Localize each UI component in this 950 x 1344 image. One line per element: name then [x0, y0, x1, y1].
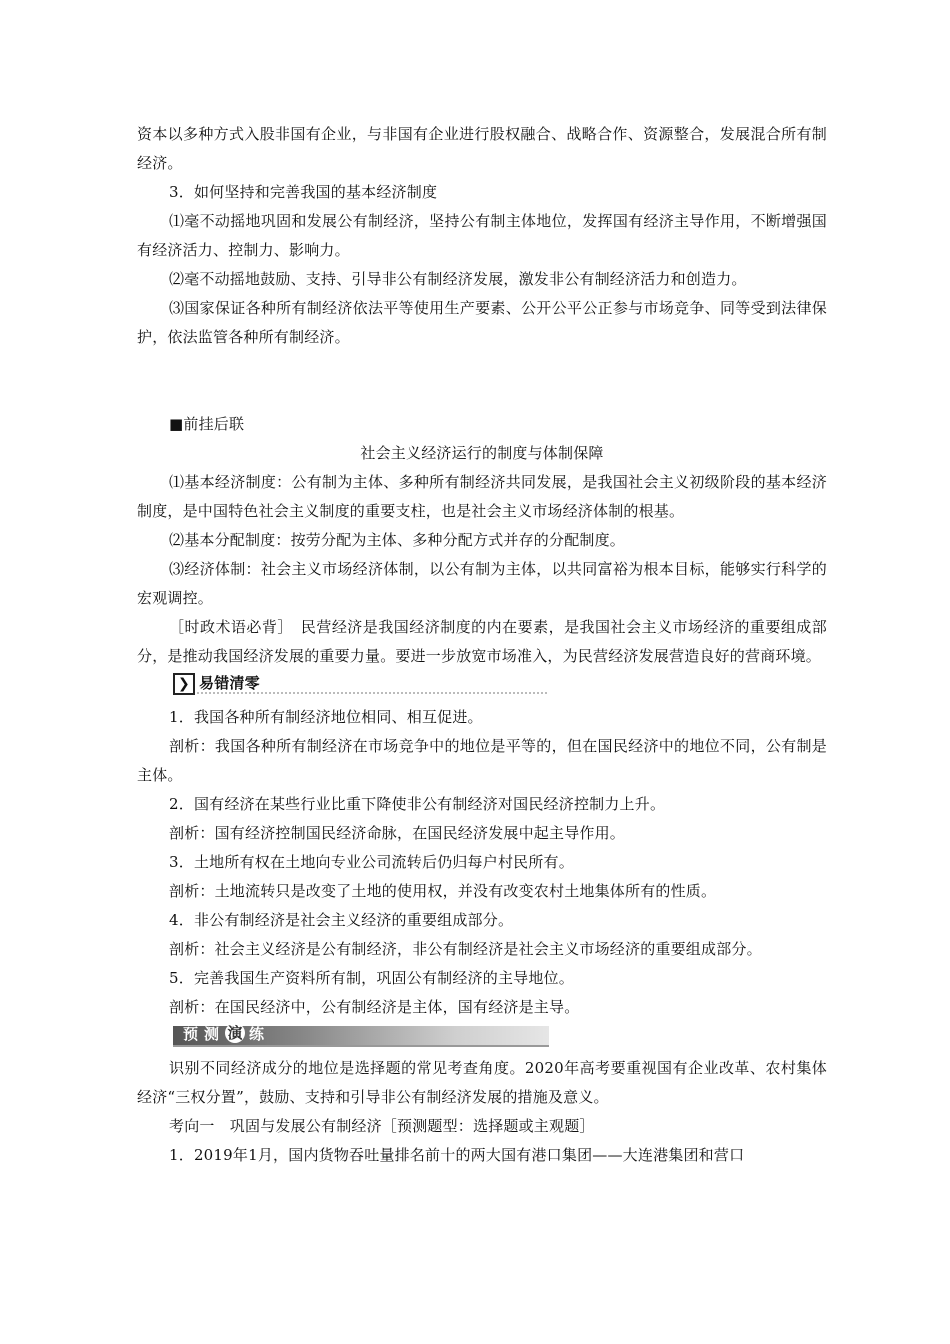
- predict-section-label: [183, 1022, 270, 1046]
- document-content: [137, 120, 827, 1170]
- error-item: 4．非公有制经济是社会主义经济的重要组成部分。: [169, 911, 514, 929]
- square-marker-icon: ■: [169, 415, 184, 433]
- question-heading: 3．如何坚持和完善我国的基本经济制度: [169, 183, 438, 201]
- predict-section-header: [173, 1024, 549, 1050]
- paragraph: ⑴基本经济制度：公有制为主体、多种所有制经济共同发展，是我国社会主义初级阶段的基本经济制度，是中国特色社会主义制度的重要支柱，也是社会主义市场经济体制的根基。: [137, 473, 827, 520]
- chevron-right-icon: ❯: [173, 673, 195, 695]
- paragraph: ［时政术语必背］ 民营经济是我国经济制度的内在要素，是我国社会主义市场经济的重要组成部分，是推动我国经济发展的重要力量。要进一步放宽市场准入，为民营经济发展营造良好的营商环境。: [137, 618, 827, 665]
- error-analysis: 剖析：国有经济控制国民经济命脉，在国民经济发展中起主导作用。: [169, 824, 626, 842]
- link-section-title: 社会主义经济运行的制度与体制保障: [360, 444, 604, 462]
- error-item: 2．国有经济在某些行业比重下降使非公有制经济对国民经济控制力上升。: [169, 795, 666, 813]
- error-analysis: 剖析：在国民经济中，公有制经济是主体，国有经济是主导。: [169, 998, 580, 1016]
- exam-direction: 考向一 巩固与发展公有制经济［预测题型：选择题或主观题］: [169, 1117, 595, 1135]
- error-analysis: 剖析：土地流转只是改变了土地的使用权，并没有改变农村土地集体所有的性质。: [169, 882, 717, 900]
- error-analysis: 剖析：社会主义经济是公有制经济，非公有制经济是社会主义市场经济的重要组成部分。: [169, 940, 762, 958]
- question-item: 1．2019年1月，国内货物吞吐量排名前十的两大国有港口集团——大连港集团和营口: [169, 1146, 745, 1164]
- error-analysis: 剖析：我国各种所有制经济在市场竞争中的地位是平等的，但在国民经济中的地位不同，公有制是主体。: [137, 737, 827, 784]
- paragraph: ⑶国家保证各种所有制经济依法平等使用生产要素、公开公平公正参与市场竞争、同等受到法律保护，依法监管各种所有制经济。: [137, 299, 827, 346]
- paragraph: ⑶经济体制：社会主义市场经济体制，以公有制为主体，以共同富裕为根本目标，能够实行科学的宏观调控。: [137, 560, 827, 607]
- error-section-header: [173, 673, 549, 699]
- paragraph: ⑵基本分配制度：按劳分配为主体、多种分配方式并存的分配制度。: [169, 531, 626, 549]
- circle-badge-icon: 演: [225, 1023, 245, 1043]
- error-item: 3．土地所有权在土地向专业公司流转后仍归每户村民所有。: [169, 853, 574, 871]
- paragraph: ⑴毫不动摇地巩固和发展公有制经济，坚持公有制主体地位，发挥国有经济主导作用，不断增强国有经济活力、控制力、影响力。: [137, 212, 827, 259]
- paragraph: 识别不同经济成分的地位是选择题的常见考查角度。2020年高考要重视国有企业改革、农村集体经济“三权分置”，鼓励、支持和引导非公有制经济发展的措施及意义。: [137, 1059, 827, 1106]
- error-item: 1．我国各种所有制经济地位相同、相互促进。: [169, 708, 483, 726]
- paragraph: ⑵毫不动摇地鼓励、支持、引导非公有制经济发展，激发非公有制经济活力和创造力。: [169, 270, 747, 288]
- predict-label-part: 预测: [183, 1025, 226, 1043]
- error-item: 5．完善我国生产资料所有制，巩固公有制经济的主导地位。: [169, 969, 574, 987]
- paragraph: 资本以多种方式入股非国有企业，与非国有企业进行股权融合、战略合作、资源整合，发展混合所有制经济。: [137, 125, 827, 172]
- link-section-heading: [137, 410, 827, 439]
- error-section-label: 易错清零: [199, 674, 260, 692]
- predict-label-part: 练: [249, 1025, 271, 1043]
- link-section-label: 前挂后联: [183, 415, 245, 433]
- spacer: [137, 352, 827, 410]
